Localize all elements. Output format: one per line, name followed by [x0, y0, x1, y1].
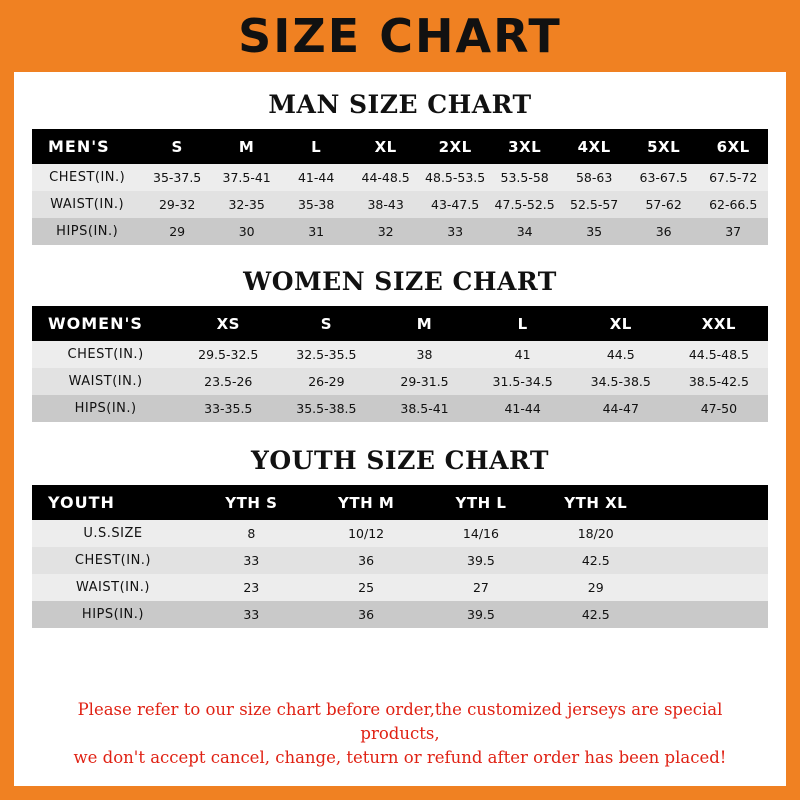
column-header: S: [320, 314, 333, 333]
column-header: S: [171, 137, 183, 156]
cell: 44-47: [572, 395, 670, 422]
cell: 10/12: [309, 520, 424, 547]
cell: 31: [281, 218, 351, 245]
row-label: HIPS(IN.): [32, 218, 142, 245]
table-row: [32, 341, 768, 368]
row-label: CHEST(IN.): [32, 164, 142, 191]
cell: 44.5-48.5: [670, 341, 768, 368]
section-title-youth: YOUTH SIZE CHART: [251, 446, 549, 475]
cell: 42.5: [538, 547, 653, 574]
row-label: CHEST(IN.): [32, 341, 179, 368]
section-title-women: WOMEN SIZE CHART: [243, 267, 557, 296]
page-title: SIZE CHART: [238, 9, 562, 63]
row-label-header: YOUTH: [48, 493, 115, 512]
cell: 37: [698, 218, 768, 245]
row-label: WAIST(IN.): [32, 574, 194, 601]
table-header-row: [32, 485, 768, 520]
cell: 62-66.5: [698, 191, 768, 218]
cell: 29.5-32.5: [179, 341, 277, 368]
cell: 36: [309, 547, 424, 574]
column-header: M: [416, 314, 433, 333]
cell: 36: [309, 601, 424, 628]
cell: 33-35.5: [179, 395, 277, 422]
cell: 58-63: [559, 164, 629, 191]
column-header: YTH M: [337, 493, 395, 512]
cell-empty: [653, 574, 768, 601]
cell: 35-38: [281, 191, 351, 218]
column-header: M: [238, 137, 255, 156]
cell: 63-67.5: [629, 164, 699, 191]
column-header: XS: [216, 314, 240, 333]
cell: 42.5: [538, 601, 653, 628]
cell: 29: [142, 218, 212, 245]
cell: 31.5-34.5: [474, 368, 572, 395]
cell: 47.5-52.5: [490, 191, 560, 218]
cell: 44-48.5: [351, 164, 421, 191]
header-bar: [0, 0, 800, 72]
column-header: 2XL: [438, 137, 472, 156]
cell: 37.5-41: [212, 164, 282, 191]
cell: 35: [559, 218, 629, 245]
cell: 38-43: [351, 191, 421, 218]
column-header: L: [517, 314, 528, 333]
column-header: YTH S: [225, 493, 278, 512]
cell: 18/20: [538, 520, 653, 547]
cell: 14/16: [424, 520, 539, 547]
row-label: HIPS(IN.): [32, 601, 194, 628]
cell: 30: [212, 218, 282, 245]
cell: 32-35: [212, 191, 282, 218]
content-area: [14, 72, 786, 786]
table-header-row: [32, 306, 768, 341]
youth-size-table: [32, 485, 768, 628]
cell: 33: [194, 601, 309, 628]
cell: 23: [194, 574, 309, 601]
cell: 26-29: [277, 368, 375, 395]
cell: 47-50: [670, 395, 768, 422]
cell: 29: [538, 574, 653, 601]
column-header: 6XL: [716, 137, 750, 156]
cell-empty: [653, 547, 768, 574]
cell: 67.5-72: [698, 164, 768, 191]
column-header: YTH XL: [564, 493, 628, 512]
table-row: [32, 164, 768, 191]
column-header: 3XL: [508, 137, 542, 156]
women-size-table: [32, 306, 768, 422]
cell: 32.5-35.5: [277, 341, 375, 368]
row-label-header: WOMEN'S: [48, 314, 143, 333]
cell: 35-37.5: [142, 164, 212, 191]
table-row: [32, 601, 768, 628]
cell: 29-32: [142, 191, 212, 218]
column-header: 5XL: [647, 137, 681, 156]
table-row: [32, 574, 768, 601]
cell: 41-44: [281, 164, 351, 191]
cell: 52.5-57: [559, 191, 629, 218]
cell: 53.5-58: [490, 164, 560, 191]
table-row: [32, 218, 768, 245]
cell: 43-47.5: [420, 191, 490, 218]
table-row: [32, 191, 768, 218]
cell: 29-31.5: [375, 368, 473, 395]
cell: 39.5: [424, 547, 539, 574]
footer-note: [32, 684, 768, 786]
cell: 48.5-53.5: [420, 164, 490, 191]
cell: 8: [194, 520, 309, 547]
cell: 41-44: [474, 395, 572, 422]
cell: 23.5-26: [179, 368, 277, 395]
footer-note-line-2: we don't accept cancel, change, teturn or refund after order has been placed!: [73, 748, 727, 768]
cell: 38.5-41: [375, 395, 473, 422]
row-label: WAIST(IN.): [32, 368, 179, 395]
cell-empty: [653, 601, 768, 628]
cell: 34.5-38.5: [572, 368, 670, 395]
cell: 57-62: [629, 191, 699, 218]
section-title-man: MAN SIZE CHART: [268, 90, 532, 119]
column-header: XL: [374, 137, 397, 156]
cell: 36: [629, 218, 699, 245]
cell: 35.5-38.5: [277, 395, 375, 422]
cell: 34: [490, 218, 560, 245]
table-header-row: [32, 129, 768, 164]
cell: 38: [375, 341, 473, 368]
cell: 27: [424, 574, 539, 601]
cell-empty: [653, 520, 768, 547]
man-size-table: [32, 129, 768, 245]
table-row: [32, 395, 768, 422]
bottom-accent-bar: [0, 786, 800, 800]
cell: 33: [420, 218, 490, 245]
row-label-header: MEN'S: [48, 137, 110, 156]
cell: 38.5-42.5: [670, 368, 768, 395]
cell: 39.5: [424, 601, 539, 628]
column-header: L: [311, 137, 322, 156]
cell: 25: [309, 574, 424, 601]
column-header: XXL: [701, 314, 736, 333]
footer-note-line-1: Please refer to our size chart before order,the customized jerseys are special products,: [77, 700, 723, 744]
table-row: [32, 368, 768, 395]
table-row: [32, 520, 768, 547]
column-header-empty: [653, 485, 768, 520]
row-label: WAIST(IN.): [32, 191, 142, 218]
cell: 44.5: [572, 341, 670, 368]
cell: 33: [194, 547, 309, 574]
row-label: CHEST(IN.): [32, 547, 194, 574]
row-label: HIPS(IN.): [32, 395, 179, 422]
cell: 41: [474, 341, 572, 368]
row-label: U.S.SIZE: [32, 520, 194, 547]
column-header: YTH L: [455, 493, 507, 512]
cell: 32: [351, 218, 421, 245]
column-header: XL: [609, 314, 632, 333]
column-header: 4XL: [577, 137, 611, 156]
table-row: [32, 547, 768, 574]
